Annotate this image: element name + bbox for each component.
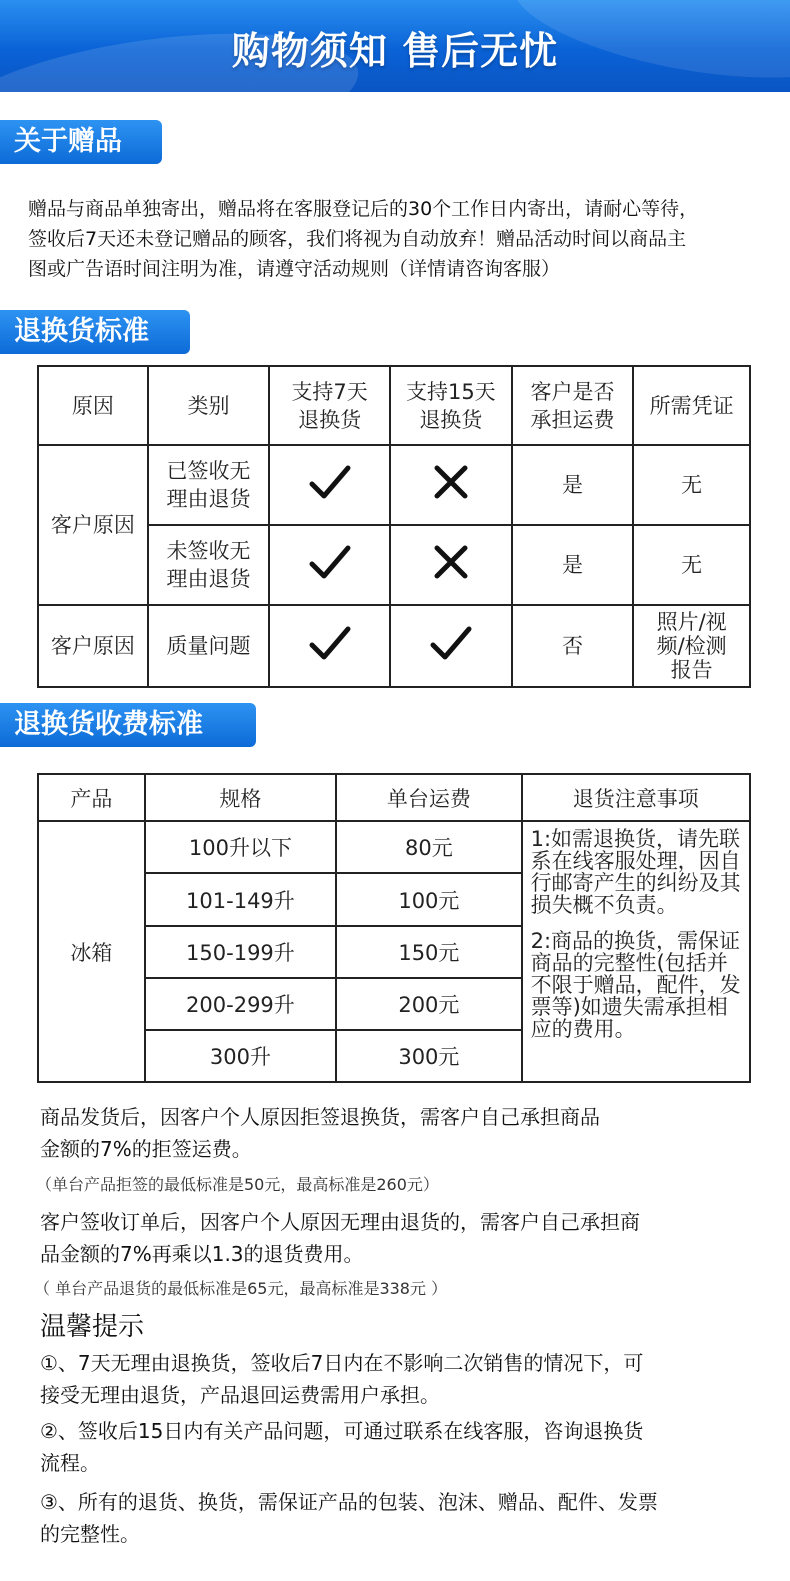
proof-cell: 无 [633,525,750,605]
check-icon [308,460,352,504]
category-cell: 质量问题 [148,605,270,687]
table-row [38,445,750,525]
gift-line: 图或广告语时间注明为准，请遵守活动规则（详情请咨询客服） [28,258,561,280]
section-heading-fees: 退换货收费标准 [0,703,256,747]
spec-cell: 200-299升 [145,978,336,1030]
section-heading-gift: 关于赠品 [0,120,162,164]
category-cell: 已签收无 理由退货 [148,445,270,525]
header-cell: 产品 [38,774,145,821]
product-cell: 冰箱 [38,821,145,1082]
header-banner [0,0,790,92]
spec-cell: 100升以下 [145,821,336,873]
tip-item [40,1486,760,1550]
tip-line: 流程。 [40,1451,100,1475]
d7-cell [269,525,390,605]
notes-cell [522,821,750,1082]
header-cell: 规格 [145,774,336,821]
d7-cell [269,605,390,687]
cross-icon [429,460,473,504]
d7-cell [269,445,390,525]
header-cell: 所需凭证 [633,366,750,445]
policy-line: 客户签收订单后，因客户个人原因无理由退货的，需客户自己承担商 [40,1210,640,1234]
policy-refusal-text [40,1101,760,1165]
header-cell: 支持7天 退换货 [269,366,390,445]
spec-cell: 300升 [145,1030,336,1082]
d15-cell [390,445,512,525]
table-header-row [38,366,750,445]
fee-cell: 150元 [336,926,521,978]
check-icon [308,621,352,665]
tip-line: 的完整性。 [40,1522,140,1546]
tips-heading: 温馨提示 [40,1312,145,1342]
note-item: 1:如需退换货，请先联系在线客服处理，因自行邮寄产生的纠纷及其损失概不负责。 [530,827,741,917]
policy-line: 商品发货后，因客户个人原因拒签退换货，需客户自己承担商品 [40,1105,600,1129]
header-cell: 客户是否 承担运费 [512,366,634,445]
note-item: 2:商品的换货，需保证商品的完整性(包括并不限于赠品，配件，发票等)如遗失需承担相应的费用。 [530,929,741,1041]
return-limit-note: （ 单台产品退货的最低标准是65元，最高标准是338元 ） [34,1279,448,1298]
policy-return-text [40,1206,760,1270]
header-cell: 类别 [148,366,270,445]
tip-line: 接受无理由退货，产品退回运费需用户承担。 [40,1383,440,1407]
gift-line: 签收后7天还未登记赠品的顾客，我们将视为自动放弃！赠品活动时间以商品主 [28,228,687,250]
refusal-limit-note: （单台产品拒签的最低标准是50元，最高标准是260元） [36,1175,439,1194]
table-row [38,605,750,687]
freight-cell: 否 [512,605,634,687]
header-cell: 退货注意事项 [522,774,750,821]
spec-cell: 101-149升 [145,873,336,926]
freight-cell: 是 [512,445,634,525]
policy-line: 金额的7%的拒签运费。 [40,1137,252,1161]
fee-cell: 200元 [336,978,521,1030]
table-header-row [38,774,750,821]
section-heading-returns: 退换货标准 [0,310,190,354]
header-cell: 原因 [38,366,148,445]
category-cell: 未签收无 理由退货 [148,525,270,605]
returns-table [37,365,751,688]
reason-cell: 客户原因 [38,605,148,687]
tip-line: ②、签收后15日内有关产品问题，可通过联系在线客服，咨询退换货 [40,1419,644,1443]
check-icon [429,621,473,665]
tip-item [40,1415,760,1479]
fee-cell: 300元 [336,1030,521,1082]
proof-cell: 照片/视 频/检测 报告 [633,605,750,687]
fee-cell: 80元 [336,821,521,873]
d15-cell [390,605,512,687]
table-row [38,821,750,873]
header-cell: 单台运费 [336,774,521,821]
cross-icon [429,540,473,584]
header-cell: 支持15天 退换货 [390,366,512,445]
gift-line: 赠品与商品单独寄出，赠品将在客服登记后的30个工作日内寄出，请耐心等待， [28,198,699,220]
freight-cell: 是 [512,525,634,605]
banner-title: 购物须知 售后无忧 [231,29,559,73]
check-icon [308,540,352,584]
fee-cell: 100元 [336,873,521,926]
fees-table [37,773,751,1083]
d15-cell [390,525,512,605]
tip-line: ③、所有的退货、换货，需保证产品的包装、泡沫、赠品、配件、发票 [40,1490,658,1514]
reason-cell: 客户原因 [38,445,148,605]
tip-line: ①、7天无理由退换货，签收后7日内在不影响二次销售的情况下，可 [40,1351,644,1375]
gift-paragraph [28,194,768,284]
proof-cell: 无 [633,445,750,525]
tip-item [40,1347,760,1411]
spec-cell: 150-199升 [145,926,336,978]
policy-line: 品金额的7%再乘以1.3的退货费用。 [40,1242,364,1266]
